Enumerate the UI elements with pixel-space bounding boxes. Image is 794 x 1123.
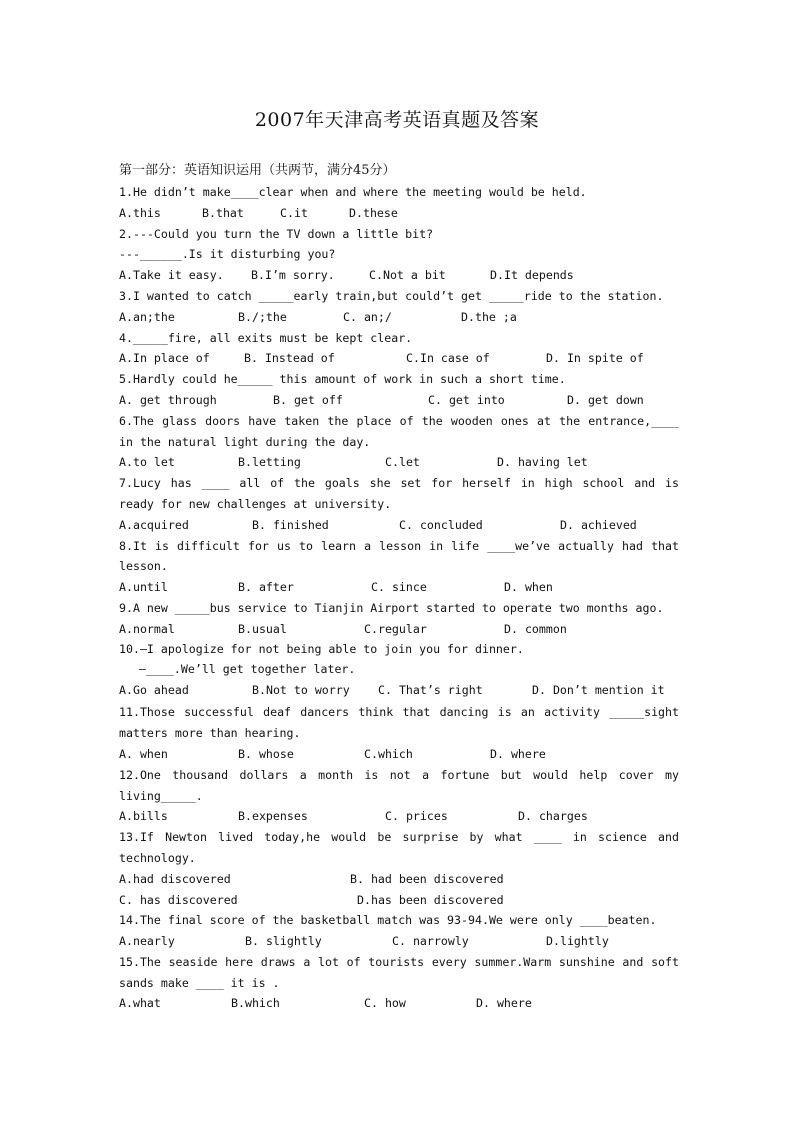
question-2-stem: 2.---Could you turn the TV down a little bit? — [119, 226, 434, 241]
question-12-stem-line2: living_____. — [119, 788, 203, 803]
question-14-stem: 14.The final score of the basketball match was 93-94.We were only ____beaten. — [119, 913, 657, 928]
option-c: C. concluded — [399, 517, 483, 532]
question-12-stem: 12.One thousand dollars a month is not a fortune but would help cover my — [119, 767, 679, 782]
option-a: A.until — [119, 580, 168, 595]
question-15-stem-line2: sands make ____ it is . — [119, 975, 280, 990]
option-c: C.it — [280, 205, 308, 220]
question-3-options — [119, 307, 679, 328]
question-9-stem: 9.A new _____bus service to Tianjin Airport started to operate two months ago. — [119, 600, 664, 615]
option-b: B. finished — [252, 517, 329, 532]
question-7-options — [119, 515, 679, 536]
option-a: A. when — [119, 746, 168, 761]
option-c: C.let — [385, 455, 420, 470]
option-a: A.bills — [119, 809, 168, 824]
question-10-options — [119, 679, 679, 702]
option-b: B.which — [231, 996, 280, 1011]
question-10-stem-line2: —____.We’ll get together later. — [139, 661, 356, 676]
option-b: B. after — [238, 580, 294, 595]
question-15-options — [119, 993, 679, 1014]
question-3-stem: 3.I wanted to catch _____early train,but could’t get _____ride to the station. — [119, 288, 664, 303]
option-a: A.to let — [119, 455, 175, 470]
question-6-stem: 6.The glass doors have taken the place of the wooden ones at the entrance,____ — [119, 413, 679, 428]
option-b: B.expenses — [238, 809, 308, 824]
question-12-options — [119, 806, 679, 827]
option-a: A.Take it easy. — [119, 268, 224, 283]
option-a: A.this — [119, 205, 161, 220]
option-a: A.In place of — [119, 351, 210, 366]
option-d: D. common — [504, 621, 567, 636]
option-b: B.I’m sorry. — [251, 268, 335, 283]
option-c: C.In case of — [406, 351, 490, 366]
option-b: B. had been discovered — [350, 871, 504, 886]
question-11-options — [119, 744, 679, 765]
option-d: D. having let — [497, 455, 588, 470]
question-13-stem-line2: technology. — [119, 850, 196, 865]
option-d: D. Don’t mention it — [532, 683, 665, 698]
option-d: D.these — [349, 205, 398, 220]
question-5-options — [119, 390, 679, 411]
question-13-options-row1 — [119, 869, 679, 890]
option-d: D. where — [490, 746, 546, 761]
option-a: A.had discovered — [119, 871, 231, 886]
option-d: D.has been discovered — [357, 892, 504, 907]
question-8-options — [119, 577, 679, 598]
question-2-options — [119, 265, 679, 286]
question-15-stem: 15.The seaside here draws a lot of tourists every summer.Warm sunshine and soft — [119, 954, 679, 969]
question-1-options — [119, 203, 679, 224]
option-d: D.the ;a — [461, 309, 517, 324]
option-a: A.Go ahead — [119, 683, 189, 698]
option-b: B.usual — [238, 621, 287, 636]
option-a: A.what — [119, 996, 161, 1011]
option-a: A.normal — [119, 621, 175, 636]
question-4-options — [119, 348, 679, 369]
option-d: D. where — [476, 996, 532, 1011]
option-c: C. has discovered — [119, 892, 238, 907]
option-c: C. prices — [385, 809, 448, 824]
option-a: A.an;the — [119, 309, 175, 324]
option-b: B.letting — [238, 455, 301, 470]
question-6-options — [119, 452, 679, 473]
question-8-stem: 8.It is difficult for us to learn a lesson in life ____we’ve actually had that — [119, 538, 679, 553]
question-2-stem-line2: ---______.Is it disturbing you? — [119, 247, 336, 262]
option-d: D.It depends — [490, 268, 574, 283]
option-b: B. slightly — [245, 934, 322, 949]
question-10-stem: 10.—I apologize for not being able to join you for dinner. — [119, 641, 524, 656]
option-b: B. Instead of — [244, 351, 335, 366]
option-c: C.which — [364, 746, 413, 761]
option-d: D. get down — [567, 392, 644, 407]
option-d: D. charges — [518, 809, 588, 824]
question-13-stem: 13.If Newton lived today,he would be surprise by what ____ in science and — [119, 830, 679, 845]
option-a: A. get through — [119, 392, 217, 407]
question-14-options — [119, 931, 679, 952]
option-c: C.Not a bit — [369, 268, 446, 283]
option-a: A.nearly — [119, 934, 175, 949]
option-c: C. narrowly — [392, 934, 469, 949]
option-b: B. whose — [238, 746, 294, 761]
page-title: 2007年天津高考英语真题及答案 — [254, 109, 540, 131]
option-b: B.Not to worry — [252, 683, 350, 698]
question-7-stem-line2: ready for new challenges at university. — [119, 496, 392, 511]
question-5-stem: 5.Hardly could he_____ this amount of work in such a short time. — [119, 372, 566, 387]
question-13-options-row2 — [119, 890, 679, 911]
exam-content — [119, 160, 679, 1014]
question-1-stem: 1.He didn’t make____clear when and where the meeting would be held. — [119, 185, 587, 199]
option-c: C. get into — [428, 392, 505, 407]
question-11-stem-line2: matters more than hearing. — [119, 726, 301, 741]
option-c: C. an;/ — [343, 309, 392, 324]
question-4-stem: 4._____fire, all exits must be kept clear. — [119, 330, 413, 345]
question-8-stem-line2: lesson. — [119, 559, 168, 574]
option-c: C. That’s right — [378, 683, 483, 698]
question-7-stem: 7.Lucy has ____ all of the goals she set for herself in high school and is — [119, 476, 679, 491]
option-d: D.lightly — [546, 934, 609, 949]
option-a: A.acquired — [119, 517, 189, 532]
option-d: D. achieved — [560, 517, 637, 532]
option-c: C. since — [371, 580, 427, 595]
option-b: B.that — [202, 205, 244, 220]
question-11-stem: 11.Those successful deaf dancers think that dancing is an activity _____sight — [119, 705, 679, 720]
option-b: B. get off — [273, 392, 343, 407]
option-d: D. when — [504, 580, 553, 595]
option-c: C. how — [364, 996, 406, 1011]
question-6-stem-line2: in the natural light during the day. — [119, 434, 371, 449]
option-c: C.regular — [364, 621, 427, 636]
question-9-options — [119, 619, 679, 640]
option-b: B./;the — [238, 309, 287, 324]
option-d: D. In spite of — [546, 351, 644, 366]
section-heading: 第一部分：英语知识运用（共两节，满分45分） — [119, 163, 396, 178]
